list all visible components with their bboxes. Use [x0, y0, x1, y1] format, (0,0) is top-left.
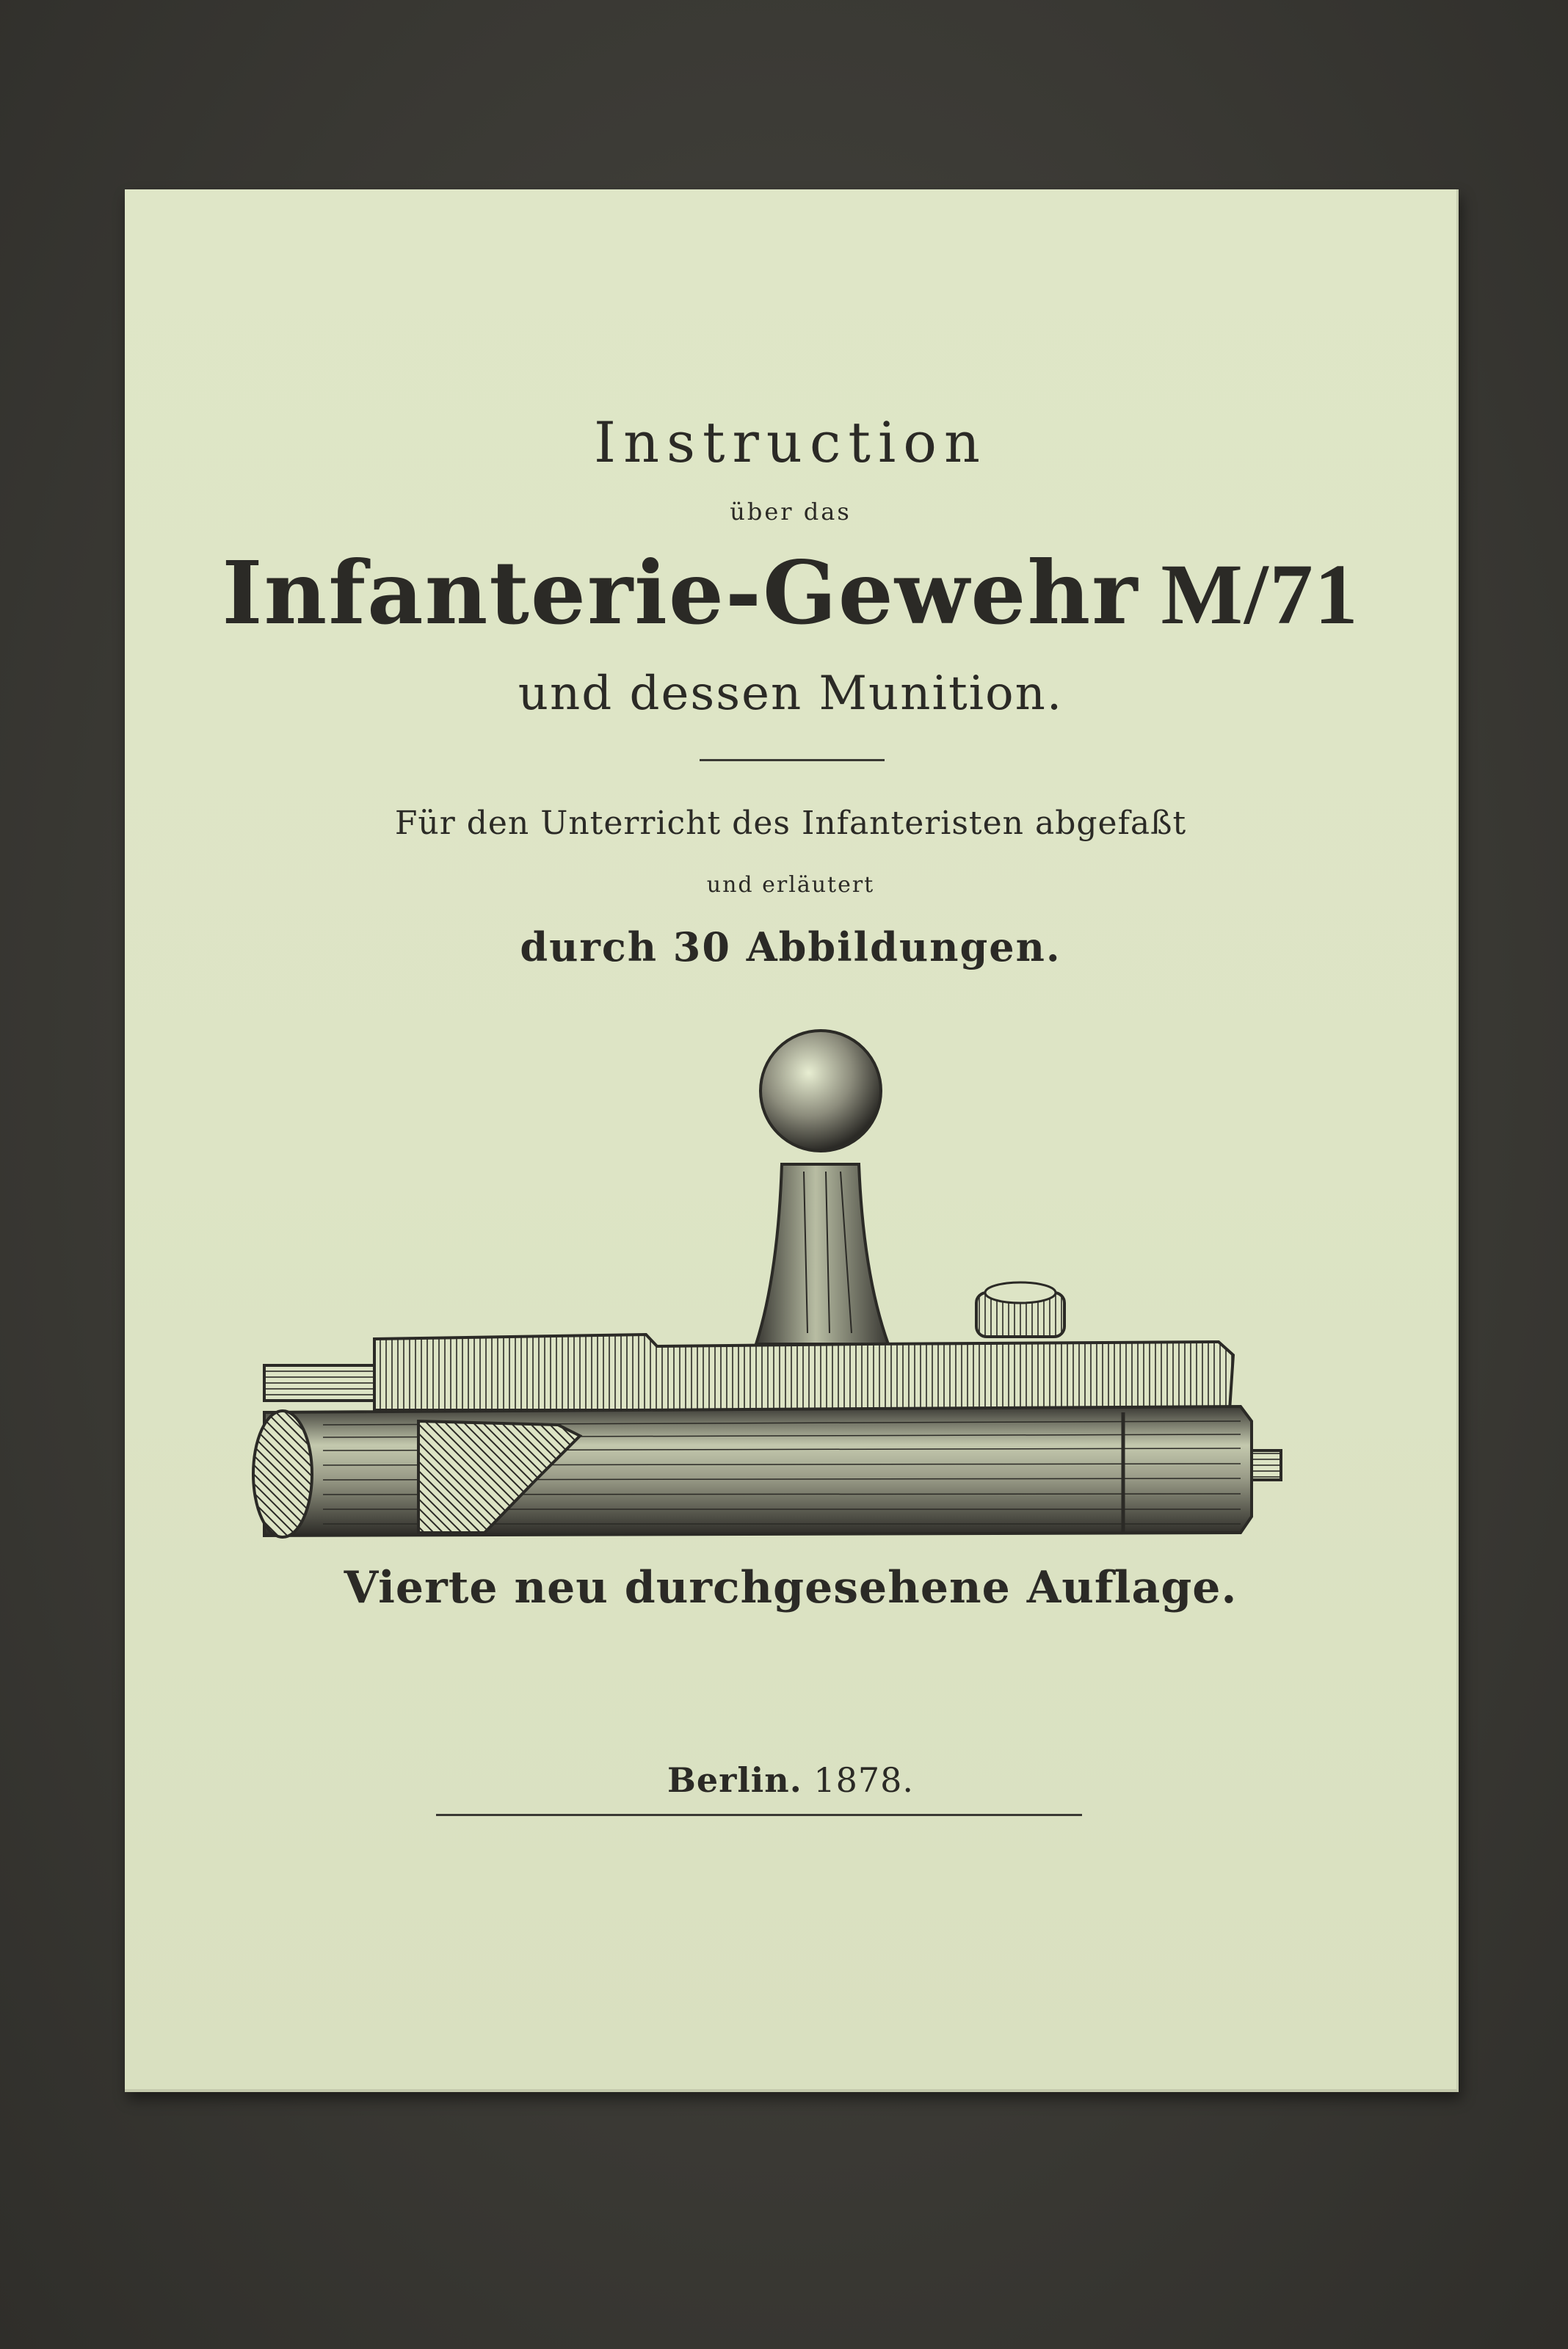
cover-explained: und erläutert	[706, 872, 875, 898]
booklet-cover	[125, 189, 1459, 2092]
cover-title	[125, 542, 1456, 645]
rifle-bolt-engraving	[242, 1010, 1373, 1605]
bolt-knob	[761, 1031, 881, 1151]
bolt-upper-body	[374, 1335, 1233, 1410]
cover-subtitle: und dessen Munition.	[518, 667, 1064, 721]
imprint-year: 1878.	[813, 1760, 915, 1800]
model-designation: M/71	[1161, 546, 1360, 642]
bolt-firing-pin	[1252, 1451, 1281, 1480]
title-text: Infanterie-Gewehr	[222, 542, 1139, 644]
cover-heading: Instruction	[594, 410, 987, 475]
cover-preposition: über das	[730, 498, 852, 526]
short-divider	[700, 759, 885, 761]
cover-purpose: Für den Unterricht des Infanteristen abgefaßt	[394, 805, 1187, 842]
cover-edition: Vierte neu durchgesehene Auflage.	[344, 1562, 1238, 1613]
bolt-handle-stem	[756, 1164, 888, 1344]
cover-illustrations-note: durch 30 Abbildungen.	[520, 923, 1061, 970]
imprint	[125, 1760, 1456, 1800]
imprint-place: Berlin.	[667, 1760, 802, 1800]
bolt-cylinder	[264, 1406, 1252, 1536]
bolt-rear-face	[253, 1411, 312, 1537]
imprint-rule	[436, 1814, 1082, 1816]
